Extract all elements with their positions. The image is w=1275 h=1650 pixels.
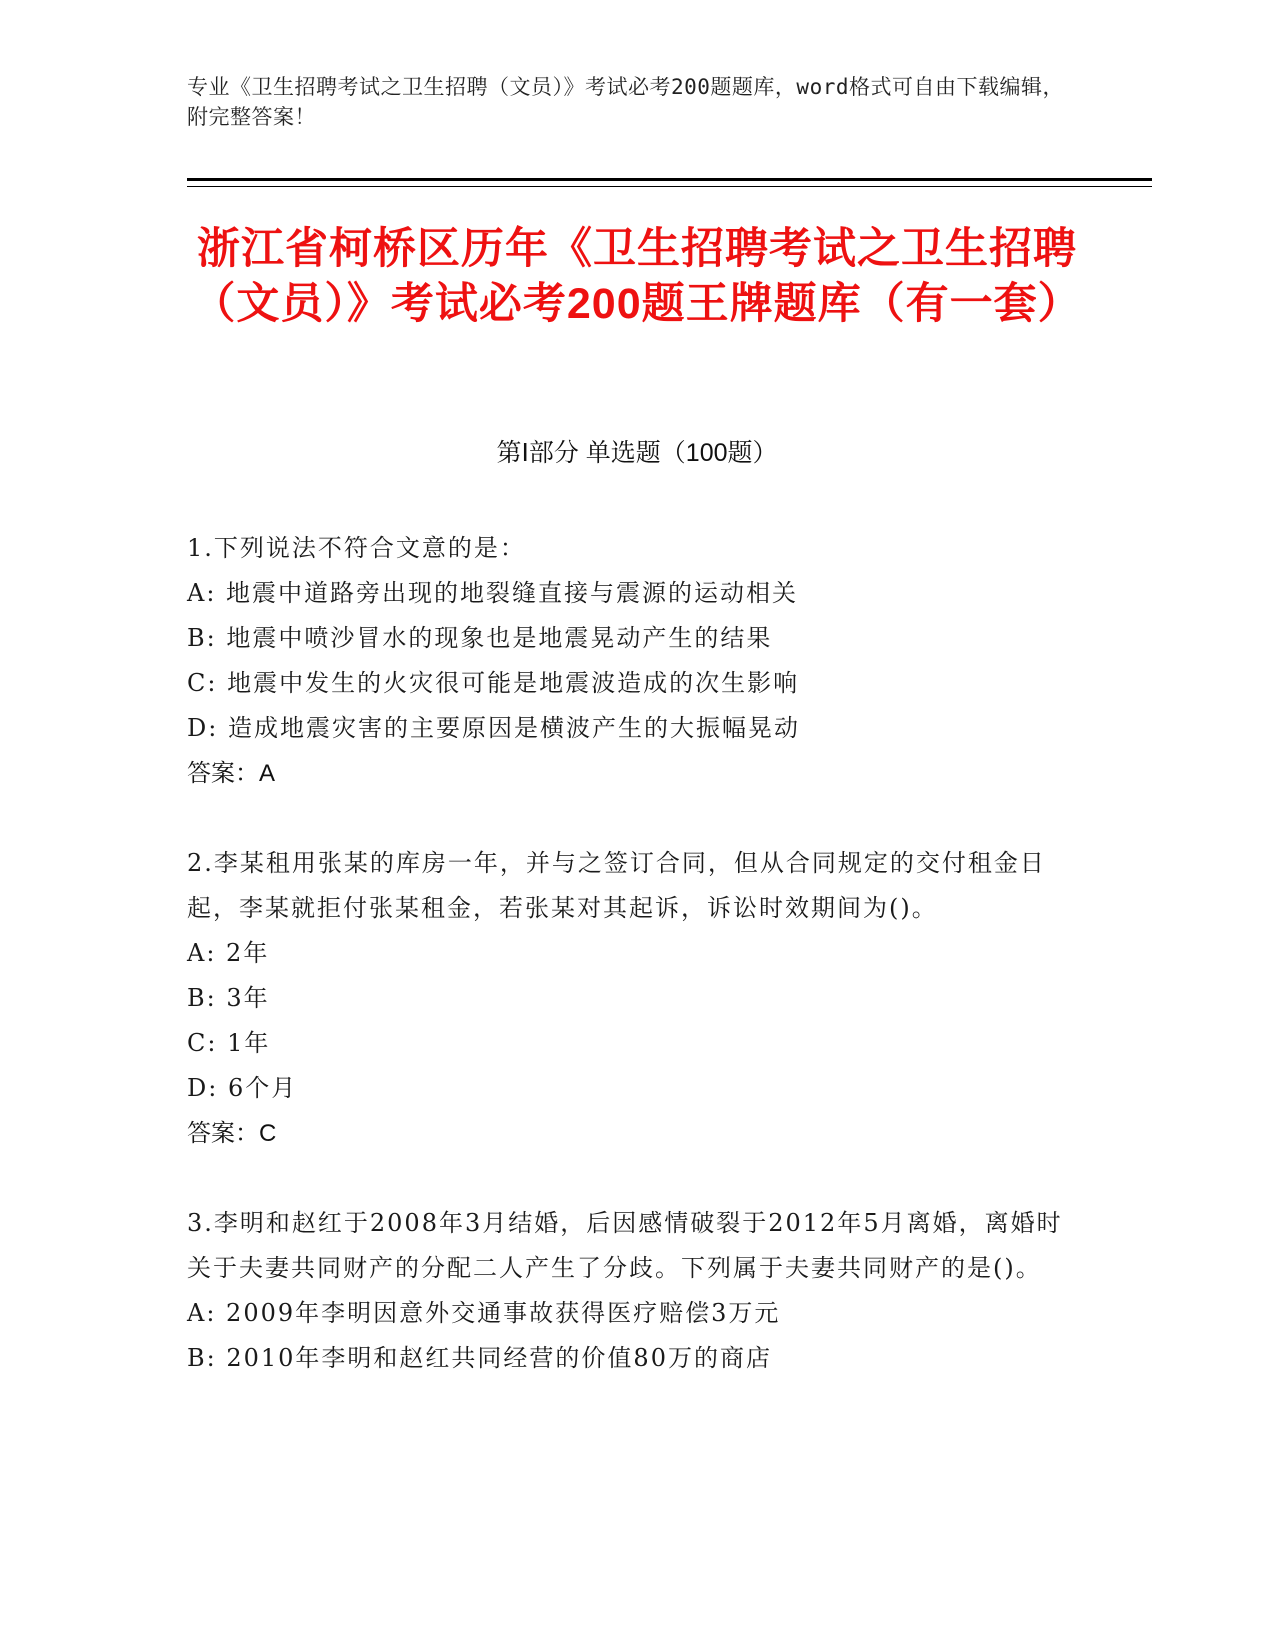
answer: 答案：C [187, 1120, 277, 1147]
question-stem: 1.下列说法不符合文意的是： [187, 534, 526, 562]
header-rule-thin [187, 186, 1152, 187]
header-rule-thick [187, 178, 1152, 181]
document-title: 浙江省柯桥区历年《卫生招聘考试之卫生招聘（文员）》考试必考200题王牌题库（有一套） [192, 225, 1082, 328]
option-b: B: 3年 [187, 984, 270, 1012]
question-stem: 3.李明和赵红于2008年3月结婚，后因感情破裂于2012年5月离婚，离婚时关于夫妻共同财产的分配二人产生了分歧。下列属于夫妻共同财产的是()。 [187, 1209, 1063, 1282]
question-1 [187, 526, 1067, 796]
question-list [187, 526, 1067, 1381]
section-title: 第Ⅰ部分 单选题（100题） [496, 439, 778, 467]
question-3 [187, 1201, 1067, 1381]
option-d: D: 6个月 [187, 1074, 298, 1102]
option-a: A: 地震中道路旁出现的地裂缝直接与震源的运动相关 [187, 579, 799, 607]
header-note: 专业《卫生招聘考试之卫生招聘（文员）》考试必考200题题库，word格式可自由下载编辑，附完整答案！ [187, 75, 1064, 129]
option-a: A: 2年 [187, 939, 270, 967]
option-b: B: 2010年李明和赵红共同经营的价值80万的商店 [187, 1344, 772, 1372]
option-d: D: 造成地震灾害的主要原因是横波产生的大振幅晃动 [187, 714, 800, 742]
question-gap [187, 1156, 1067, 1201]
question-2 [187, 841, 1067, 1156]
question-gap [187, 796, 1067, 841]
answer: 答案：A [187, 760, 276, 787]
question-stem: 2.李某租用张某的库房一年，并与之签订合同，但从合同规定的交付租金日起，李某就拒付张某租金，若张某对其起诉，诉讼时效期间为()。 [187, 849, 1046, 922]
option-c: C: 1年 [187, 1029, 271, 1057]
option-b: B: 地震中喷沙冒水的现象也是地震晃动产生的结果 [187, 624, 773, 652]
option-a: A: 2009年李明因意外交通事故获得医疗赔偿3万元 [187, 1299, 781, 1327]
option-c: C: 地震中发生的火灾很可能是地震波造成的次生影响 [187, 669, 800, 697]
